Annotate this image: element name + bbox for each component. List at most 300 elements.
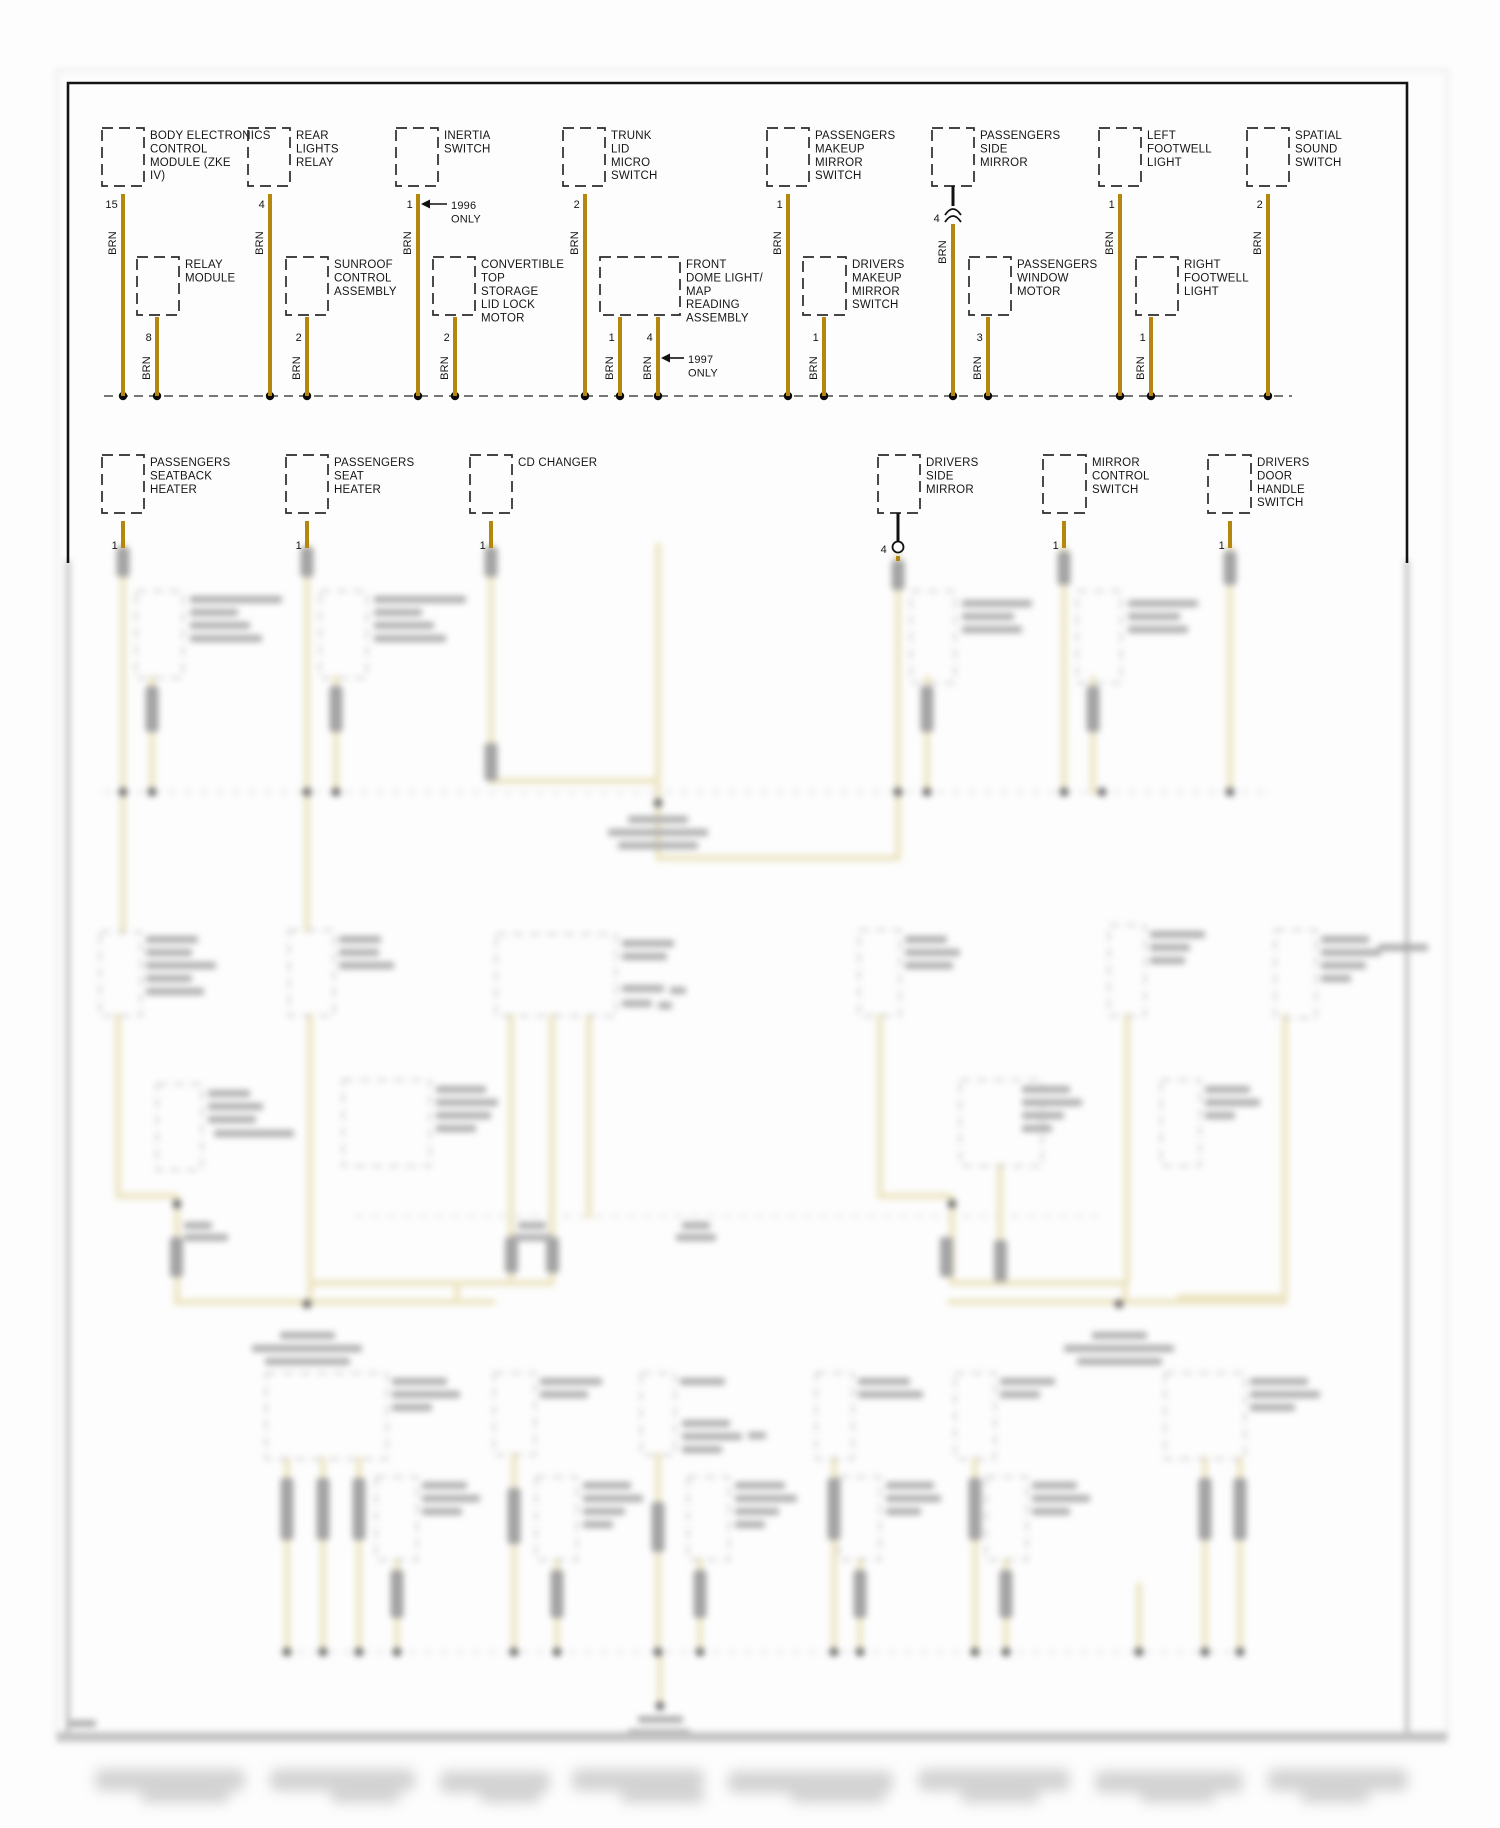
wire-color-label: BRN — [291, 356, 303, 380]
blurred-junction-dot — [923, 788, 932, 797]
blurred-text — [583, 1495, 643, 1502]
blurred-text — [1250, 1404, 1295, 1411]
blurred-connector — [1087, 686, 1100, 732]
blurred-connector — [508, 1488, 521, 1544]
pin-number: 2 — [295, 332, 302, 344]
component-inertia-switch — [396, 128, 491, 396]
blurred-footer-blob — [620, 1791, 705, 1803]
component-label-line: SEATBACK — [150, 470, 213, 483]
blurred-connector — [969, 1478, 982, 1540]
blurred-junction-dot — [303, 788, 312, 797]
blurred-footer-blob — [1140, 1791, 1215, 1803]
component-label-line: HEATER — [334, 483, 381, 496]
component-label-line: SWITCH — [852, 299, 899, 312]
blurred-junction-dot — [654, 799, 663, 808]
blurred-connector — [921, 686, 934, 732]
blurred-text — [628, 816, 688, 823]
component-label-line: BODY ELECTRONICS — [150, 130, 271, 142]
inline-connector-icon — [945, 209, 961, 215]
component-drivers-door-handle-switch — [1208, 455, 1310, 552]
blurred-text — [583, 1482, 631, 1489]
blurred-text — [339, 949, 379, 956]
blurred-component-box — [266, 1373, 387, 1459]
blurred-text — [540, 1378, 602, 1385]
component-box — [600, 257, 680, 315]
component-cd-changer — [470, 455, 597, 552]
blurred-text — [190, 609, 238, 616]
component-label-line: MIRROR — [926, 483, 974, 496]
component-label-line: STORAGE — [481, 285, 539, 298]
blurred-text — [374, 609, 422, 616]
blurred-text — [540, 1391, 588, 1398]
component-label-line: HANDLE — [1257, 483, 1305, 496]
component-label-line: ASSEMBLY — [334, 285, 397, 298]
blurred-text — [748, 1432, 766, 1439]
blurred-text — [1092, 1332, 1147, 1339]
component-box — [102, 455, 144, 513]
wire-color-label: BRN — [772, 231, 784, 255]
blurred-connector — [330, 686, 343, 732]
blurred-junction-dot — [948, 1200, 957, 1209]
blurred-text — [422, 1495, 480, 1502]
component-label-line: PASSENGERS — [1017, 259, 1098, 271]
blurred-frame-bottom — [57, 1732, 1447, 1741]
blurred-text — [622, 1000, 652, 1007]
component-label-line: CD CHANGER — [518, 457, 598, 469]
component-drivers-makeup-mirror-switch — [803, 257, 905, 396]
blurred-text — [190, 635, 262, 642]
blurred-component-box — [343, 1080, 430, 1166]
component-box — [563, 128, 605, 186]
blurred-junction-dot — [303, 1300, 312, 1309]
blurred-junction-dot — [1002, 1648, 1011, 1657]
component-box — [286, 455, 328, 513]
component-label-line: SPATIAL — [1295, 130, 1342, 142]
blurred-text — [1077, 1358, 1162, 1365]
blurred-text — [618, 842, 698, 849]
pin-number: 1 — [406, 199, 413, 211]
component-label-line: SWITCH — [611, 170, 658, 183]
wire-color-label: BRN — [141, 356, 153, 380]
blurred-component-box — [911, 591, 955, 683]
component-front-dome-light-map-reading-assembly — [600, 257, 764, 396]
blurred-connector — [652, 1502, 665, 1552]
blurred-text — [70, 1720, 96, 1727]
pin-number: 2 — [1256, 199, 1263, 211]
blurred-component-box — [641, 1373, 675, 1455]
blurred-connector — [485, 743, 498, 781]
component-label-line: FRONT — [686, 259, 727, 271]
blurred-component-box — [1161, 1080, 1200, 1166]
blurred-text — [1000, 1391, 1040, 1398]
component-spatial-sound-switch — [1247, 128, 1342, 396]
component-label-line: READING — [686, 299, 740, 312]
blurred-junction-dot — [355, 1648, 364, 1657]
blurred-text — [1000, 1378, 1055, 1385]
component-box — [932, 128, 974, 186]
blurred-junction-dot — [393, 1648, 402, 1657]
blurred-junction-dot — [283, 1648, 292, 1657]
blurred-junction-dot — [1098, 788, 1107, 797]
component-label-line: REAR — [296, 130, 329, 142]
component-label-line: MODULE — [185, 272, 236, 285]
blurred-text — [184, 1234, 228, 1241]
pin-number: 1 — [608, 332, 615, 344]
component-label-line: MIRROR — [815, 156, 863, 169]
blurred-component-box — [688, 1477, 729, 1560]
component-sunroof-control-assembly — [286, 257, 397, 396]
component-box — [102, 128, 144, 186]
component-mirror-control-switch — [1043, 455, 1150, 552]
inline-connector-icon — [893, 542, 904, 553]
blurred-text — [1032, 1508, 1070, 1515]
wire-color-label: BRN — [972, 356, 984, 380]
blurred-connector — [1199, 1478, 1212, 1540]
blurred-connector — [301, 547, 314, 577]
component-label-line: SWITCH — [1092, 483, 1139, 496]
blurred-junction-dot — [696, 1648, 705, 1657]
blurred-footer-blob — [270, 1769, 415, 1791]
blurred-text — [422, 1508, 462, 1515]
component-box — [767, 128, 809, 186]
blurred-text — [622, 940, 674, 947]
component-label-line: PASSENGERS — [815, 130, 896, 142]
component-box — [137, 257, 179, 315]
arrow-left-icon — [661, 354, 670, 363]
blurred-footer-blob — [960, 1791, 1040, 1803]
component-box — [803, 257, 846, 315]
blurred-connector — [694, 1570, 707, 1618]
blurred-text — [392, 1378, 447, 1385]
blurred-text — [146, 962, 216, 969]
component-label-line: TRUNK — [611, 130, 652, 142]
blurred-text — [208, 1116, 256, 1123]
blurred-footer-text — [95, 1769, 1408, 1803]
component-passengers-seatback-heater — [102, 455, 231, 552]
pin-number: 8 — [145, 332, 152, 344]
blurred-component-box — [536, 1477, 577, 1560]
blurred-text — [1150, 944, 1190, 951]
blurred-junction-dot — [148, 788, 157, 797]
note-1996-only — [421, 200, 481, 226]
blurred-junction-dot — [510, 1648, 519, 1657]
blurred-connector — [1224, 551, 1237, 585]
note-text-line: 1997 — [688, 354, 714, 366]
blurred-footer-blob — [440, 1771, 550, 1793]
component-box — [969, 257, 1011, 315]
arrow-left-icon — [421, 200, 430, 209]
blurred-component-box — [376, 1477, 417, 1560]
component-label-line: HEATER — [150, 483, 197, 496]
component-label-line: MICRO — [611, 156, 651, 169]
blurred-connector — [1000, 1570, 1013, 1618]
note-text-line: 1996 — [451, 200, 477, 212]
component-label-line: SWITCH — [1257, 497, 1304, 510]
blurred-component-box — [1165, 1373, 1245, 1459]
component-rear-lights-relay — [248, 128, 339, 396]
component-label-line: ASSEMBLY — [686, 312, 749, 325]
component-label-line: MAP — [686, 285, 712, 298]
blurred-junction-dot — [971, 1648, 980, 1657]
wire-color-label: BRN — [107, 231, 119, 255]
blurred-text — [208, 1103, 263, 1110]
component-label-line: MODULE (ZKE — [150, 156, 231, 169]
component-box — [396, 128, 438, 186]
blurred-junction-dot — [1236, 1648, 1245, 1657]
blurred-text — [1321, 975, 1351, 982]
component-label-line: CONTROL — [150, 143, 208, 156]
blurred-text — [905, 949, 960, 956]
component-label-line: SOUND — [1295, 143, 1338, 156]
pin-number: 4 — [933, 213, 940, 225]
component-label-line: LIGHTS — [296, 143, 339, 156]
blurred-text — [146, 936, 198, 943]
blurred-text — [1032, 1495, 1090, 1502]
component-label-line: PASSENGERS — [150, 457, 231, 469]
pin-number: 4 — [880, 544, 887, 556]
blurred-footer-blob — [1300, 1791, 1370, 1803]
blurred-junction-dot — [894, 788, 903, 797]
blurred-text — [1205, 1086, 1250, 1093]
blurred-text — [1321, 936, 1369, 943]
blurred-text — [1022, 1112, 1064, 1119]
wire-color-label: BRN — [642, 356, 654, 380]
component-label-line: SWITCH — [1295, 156, 1342, 169]
blurred-text — [1321, 949, 1381, 956]
component-label-line: SWITCH — [815, 170, 862, 183]
blurred-text — [962, 626, 1022, 633]
blurred-footer-blob — [330, 1791, 400, 1803]
component-label-line: MAKEUP — [852, 272, 902, 285]
blurred-component-box — [839, 1477, 880, 1560]
component-label-line: LIGHT — [1184, 285, 1219, 298]
blurred-text — [392, 1404, 432, 1411]
wire-color-label: BRN — [1135, 356, 1147, 380]
component-drivers-side-mirror — [878, 455, 979, 561]
blurred-text — [1205, 1099, 1260, 1106]
blurred-connector — [854, 1570, 867, 1618]
component-trunk-lid-micro-switch — [563, 128, 658, 396]
blurred-text — [962, 613, 1014, 620]
blurred-text — [735, 1521, 765, 1528]
component-label-line: DOOR — [1257, 470, 1293, 483]
blurred-component-box — [496, 934, 616, 1016]
blurred-junction-dot — [1115, 1300, 1124, 1309]
wire-color-label: BRN — [569, 231, 581, 255]
blurred-component-box — [289, 930, 334, 1016]
component-label-line: INERTIA — [444, 130, 491, 142]
blurred-text — [735, 1482, 785, 1489]
blurred-junction-dot — [1226, 788, 1235, 797]
blurred-footer-blob — [728, 1771, 893, 1793]
blurred-text — [422, 1482, 467, 1489]
component-box — [470, 455, 512, 513]
component-label-line: RELAY — [296, 156, 334, 169]
blurred-text — [670, 987, 686, 994]
wire-color-label: BRN — [402, 231, 414, 255]
blurred-connector — [317, 1478, 330, 1540]
blurred-footer-blob — [1268, 1769, 1408, 1791]
blurred-connector — [1058, 551, 1071, 585]
blurred-text — [208, 1090, 250, 1097]
blurred-wire — [118, 1016, 176, 1196]
component-box — [878, 455, 920, 513]
component-label-line: SWITCH — [444, 143, 491, 156]
component-box — [1208, 455, 1251, 513]
blurred-text — [280, 1332, 335, 1339]
blurred-text — [682, 1446, 722, 1453]
component-label-line: SIDE — [980, 143, 1008, 156]
blurred-wire — [880, 1016, 950, 1196]
component-label-line: DRIVERS — [1257, 457, 1310, 469]
blurred-wire — [1180, 1016, 1285, 1297]
blurred-text — [518, 1222, 546, 1229]
component-label-line: SUNROOF — [334, 259, 393, 271]
blurred-junction-dot — [553, 1648, 562, 1657]
wire-color-label: BRN — [937, 240, 949, 264]
component-box — [1136, 257, 1178, 315]
blurred-component-box — [859, 930, 900, 1016]
blurred-text — [583, 1521, 613, 1528]
component-convertible-top-storage-lid-lock-motor — [433, 257, 564, 396]
blurred-junction-dot — [1201, 1648, 1210, 1657]
blurred-text — [682, 1420, 730, 1427]
component-label-line: SEAT — [334, 470, 364, 483]
blurred-footer-blob — [790, 1791, 885, 1803]
blurred-text — [1250, 1378, 1308, 1385]
component-label-line: DRIVERS — [926, 457, 979, 469]
blurred-text — [1205, 1112, 1235, 1119]
component-label-line: RIGHT — [1184, 259, 1221, 271]
blurred-text — [886, 1495, 941, 1502]
blurred-text — [339, 936, 381, 943]
blurred-connector — [940, 1237, 953, 1277]
note-text-line: ONLY — [688, 367, 718, 380]
blurred-connector — [117, 547, 130, 577]
component-label-line: MIRROR — [980, 156, 1028, 169]
blurred-component-box — [986, 1477, 1027, 1560]
blurred-text — [1128, 600, 1198, 607]
blurred-text — [374, 635, 446, 642]
component-label-line: CONTROL — [1092, 470, 1150, 483]
component-box — [1099, 128, 1141, 186]
blurred-text — [512, 1234, 552, 1241]
blurred-component-box — [1275, 930, 1316, 1018]
component-label-line: DRIVERS — [852, 259, 905, 271]
blurred-text — [436, 1099, 498, 1106]
component-label-line: CONTROL — [334, 272, 392, 285]
wire-color-label: BRN — [808, 356, 820, 380]
component-label-line: RELAY — [185, 259, 223, 271]
blurred-text — [622, 953, 667, 960]
blurred-junction-dot — [830, 1648, 839, 1657]
pin-number: 1 — [479, 540, 486, 552]
component-relay-module — [137, 257, 236, 396]
component-label-line: FOOTWELL — [1184, 272, 1249, 285]
blurred-component-box — [100, 932, 141, 1016]
blurred-component-box — [320, 591, 367, 678]
component-label-line: FOOTWELL — [1147, 143, 1212, 156]
blurred-junction-dot — [332, 788, 341, 797]
component-label-line: LID LOCK — [481, 299, 536, 312]
blurred-connector — [892, 560, 905, 590]
component-label-line: WINDOW — [1017, 272, 1069, 285]
blurred-connector — [1234, 1478, 1247, 1540]
blurred-text — [886, 1508, 921, 1515]
blurred-text — [146, 975, 192, 982]
blurred-connector — [551, 1570, 564, 1618]
blurred-text — [622, 985, 664, 992]
component-label-line: LID — [611, 143, 630, 156]
blurred-text — [265, 1358, 350, 1365]
blurred-text — [682, 1433, 742, 1440]
component-label-line: DOME LIGHT/ — [686, 272, 763, 285]
blurred-text — [905, 936, 947, 943]
component-box — [286, 257, 328, 315]
wire-color-label: BRN — [604, 356, 616, 380]
blurred-text — [1128, 626, 1188, 633]
component-label-line: LIGHT — [1147, 156, 1182, 169]
blurred-text — [1378, 944, 1428, 951]
blurred-text — [658, 1002, 672, 1009]
note-text-line: ONLY — [451, 213, 481, 226]
component-label-line: CONVERTIBLE — [481, 259, 565, 271]
blurred-connector — [546, 1237, 559, 1273]
blurred-text — [374, 596, 466, 603]
component-box — [1247, 128, 1289, 186]
pin-number: 2 — [573, 199, 580, 211]
blurred-text — [184, 1222, 212, 1229]
pin-number: 2 — [443, 332, 450, 344]
blurred-connector — [391, 1570, 404, 1618]
component-passengers-seat-heater — [286, 455, 415, 552]
component-label-line: SIDE — [926, 470, 954, 483]
wire-color-label: BRN — [1252, 231, 1264, 255]
blurred-text — [638, 1716, 683, 1723]
blurred-text — [392, 1391, 460, 1398]
pin-number: 1 — [295, 540, 302, 552]
blurred-diagram-region — [57, 70, 1447, 1742]
blurred-text — [735, 1495, 797, 1502]
blurred-text — [339, 962, 394, 969]
blurred-component-box — [955, 1373, 995, 1459]
component-label-line: PASSENGERS — [980, 130, 1061, 142]
component-right-footwell-light — [1135, 257, 1249, 396]
blurred-text — [436, 1112, 491, 1119]
blurred-junction-dot — [1060, 788, 1069, 797]
blurred-text — [374, 622, 434, 629]
blurred-component-box — [136, 591, 183, 678]
component-label-line: TOP — [481, 272, 506, 285]
blurred-text — [146, 988, 204, 995]
blurred-connector — [170, 1237, 183, 1277]
blurred-text — [436, 1125, 476, 1132]
blurred-junction-dot — [1135, 1648, 1144, 1657]
pin-number: 4 — [258, 199, 265, 211]
pin-number: 1 — [1139, 332, 1146, 344]
blurred-footer-blob — [1095, 1771, 1243, 1793]
blurred-component-box — [1109, 925, 1145, 1016]
pin-number: 3 — [976, 332, 983, 344]
wire-color-label: BRN — [439, 356, 451, 380]
component-label-line: MOTOR — [1017, 285, 1061, 298]
blurred-footer-blob — [572, 1769, 704, 1791]
blurred-connector — [505, 1237, 518, 1273]
blurred-text — [608, 829, 708, 836]
blurred-text — [190, 622, 250, 629]
blurred-component-box — [1077, 591, 1121, 683]
pin-number: 1 — [1052, 540, 1059, 552]
